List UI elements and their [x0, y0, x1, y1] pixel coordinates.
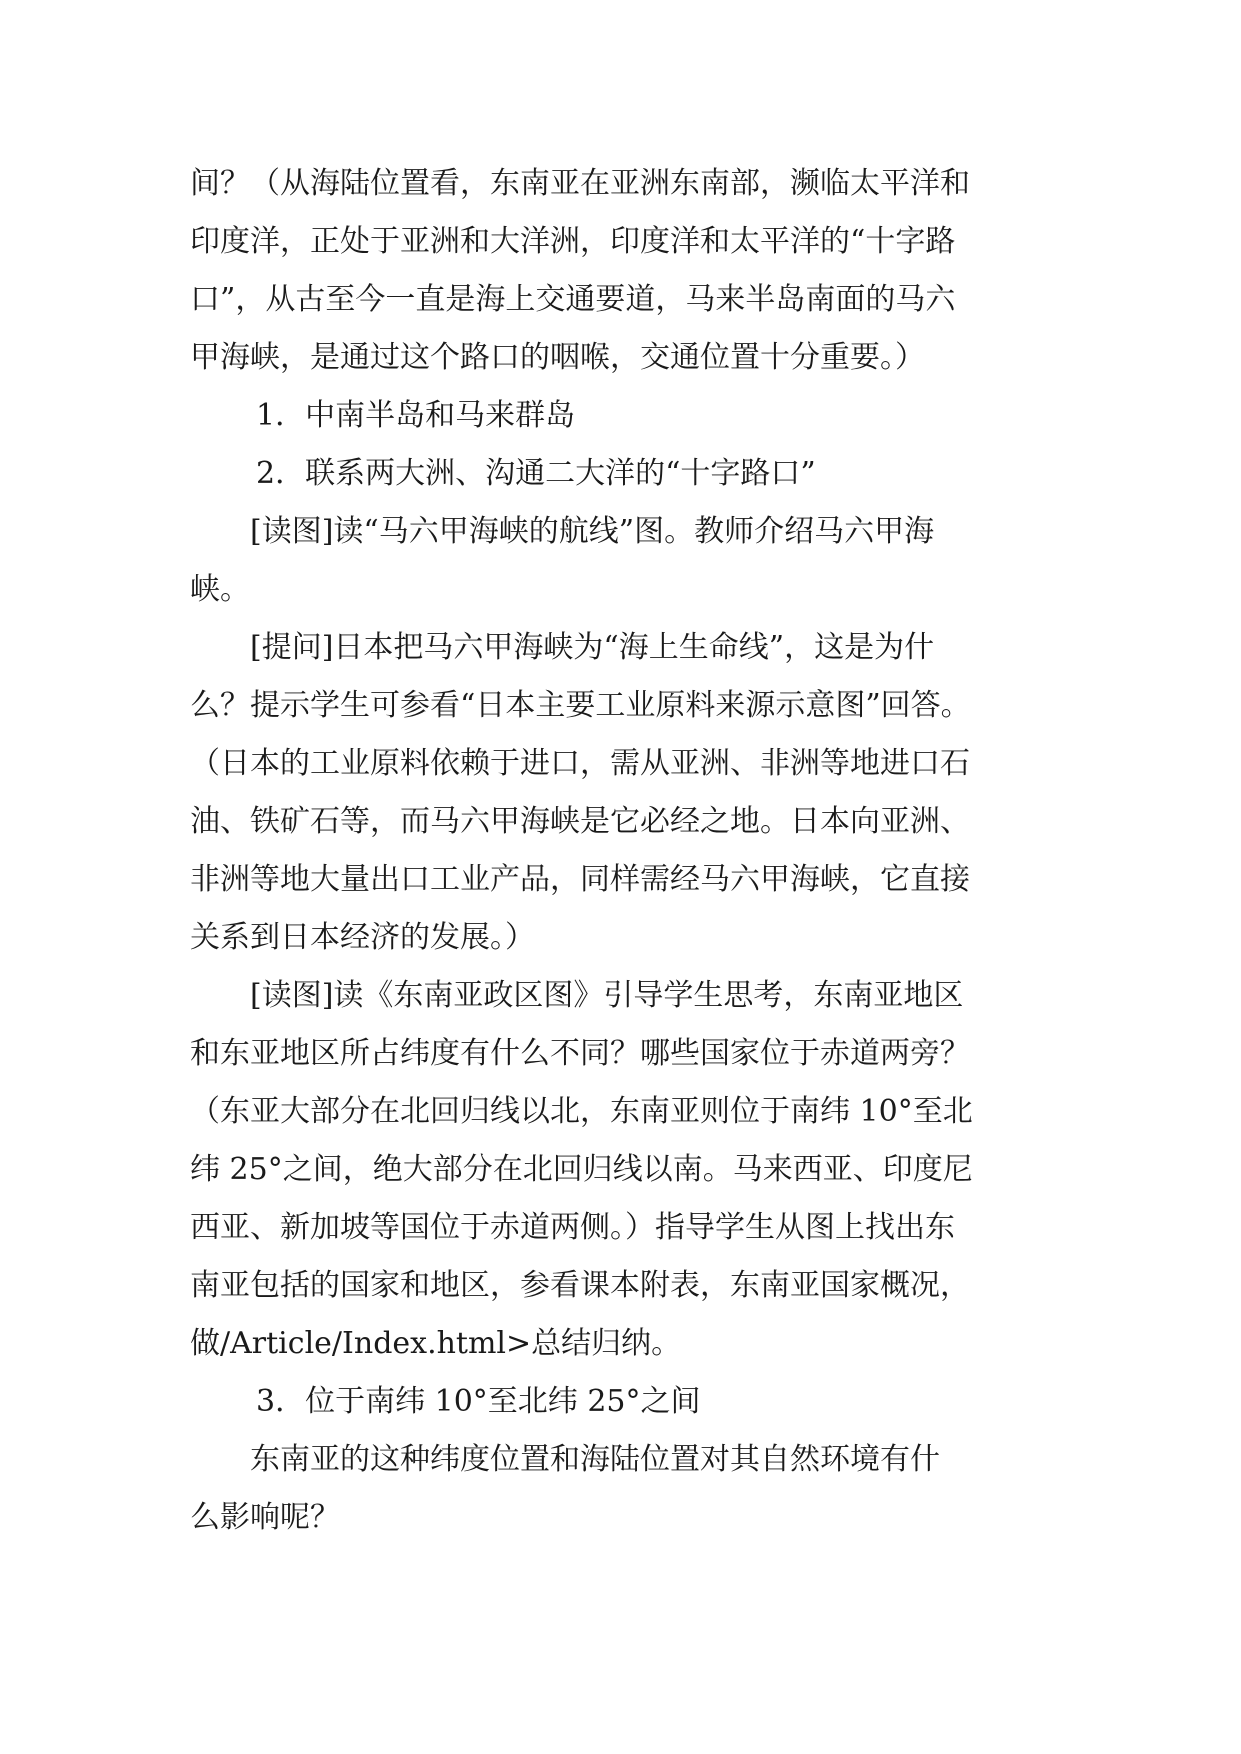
text-line: 关系到日本经济的发展。） — [190, 920, 535, 955]
text-line: 西亚、新加坡等国位于赤道两侧。）指导学生从图上找出东 — [190, 1210, 955, 1245]
text-line: 南亚包括的国家和地区，参看课本附表，东南亚国家概况， — [190, 1268, 970, 1303]
list-item: 3．位于南纬 10°至北纬 25°之间 — [256, 1384, 701, 1419]
paragraph-start: [读图]读“马六甲海峡的航线”图。教师介绍马六甲海 — [250, 514, 935, 549]
paragraph-start: [读图]读《东南亚政区图》引导学生思考，东南亚地区 — [250, 978, 964, 1013]
paragraph-start: 东南亚的这种纬度位置和海陆位置对其自然环境有什 — [250, 1442, 940, 1477]
list-item: 1．中南半岛和马来群岛 — [256, 398, 576, 433]
text-line: 么影响呢？ — [190, 1500, 340, 1535]
text-line: （日本的工业原料依赖于进口，需从亚洲、非洲等地进口石 — [190, 746, 970, 781]
text-line: 油、铁矿石等，而马六甲海峡是它必经之地。日本向亚洲、 — [190, 804, 970, 839]
text-line: 么？提示学生可参看“日本主要工业原料来源示意图”回答。 — [190, 688, 971, 723]
paragraph-start: [提问]日本把马六甲海峡为“海上生命线”，这是为什 — [250, 630, 935, 665]
text-line: 口”，从古至今一直是海上交通要道，马来半岛南面的马六 — [190, 282, 956, 317]
text-line: 甲海峡，是通过这个路口的咽喉，交通位置十分重要。） — [190, 340, 925, 375]
text-line: 印度洋，正处于亚洲和大洋洲，印度洋和太平洋的“十字路 — [190, 224, 956, 259]
list-item: 2．联系两大洲、沟通二大洋的“十字路口” — [256, 456, 816, 491]
text-line: 峡。 — [190, 572, 250, 607]
text-line: 和东亚地区所占纬度有什么不同？哪些国家位于赤道两旁？ — [190, 1036, 970, 1071]
text-line: 纬 25°之间，绝大部分在北回归线以南。马来西亚、印度尼 — [190, 1152, 973, 1187]
text-line: （东亚大部分在北回归线以北，东南亚则位于南纬 10°至北 — [190, 1094, 973, 1129]
text-line: 间？（从海陆位置看，东南亚在亚洲东南部，濒临太平洋和 — [190, 166, 970, 201]
text-line: 非洲等地大量出口工业产品，同样需经马六甲海峡，它直接 — [190, 862, 970, 897]
text-line: 做/Article/Index.html>总结归纳。 — [190, 1326, 682, 1361]
